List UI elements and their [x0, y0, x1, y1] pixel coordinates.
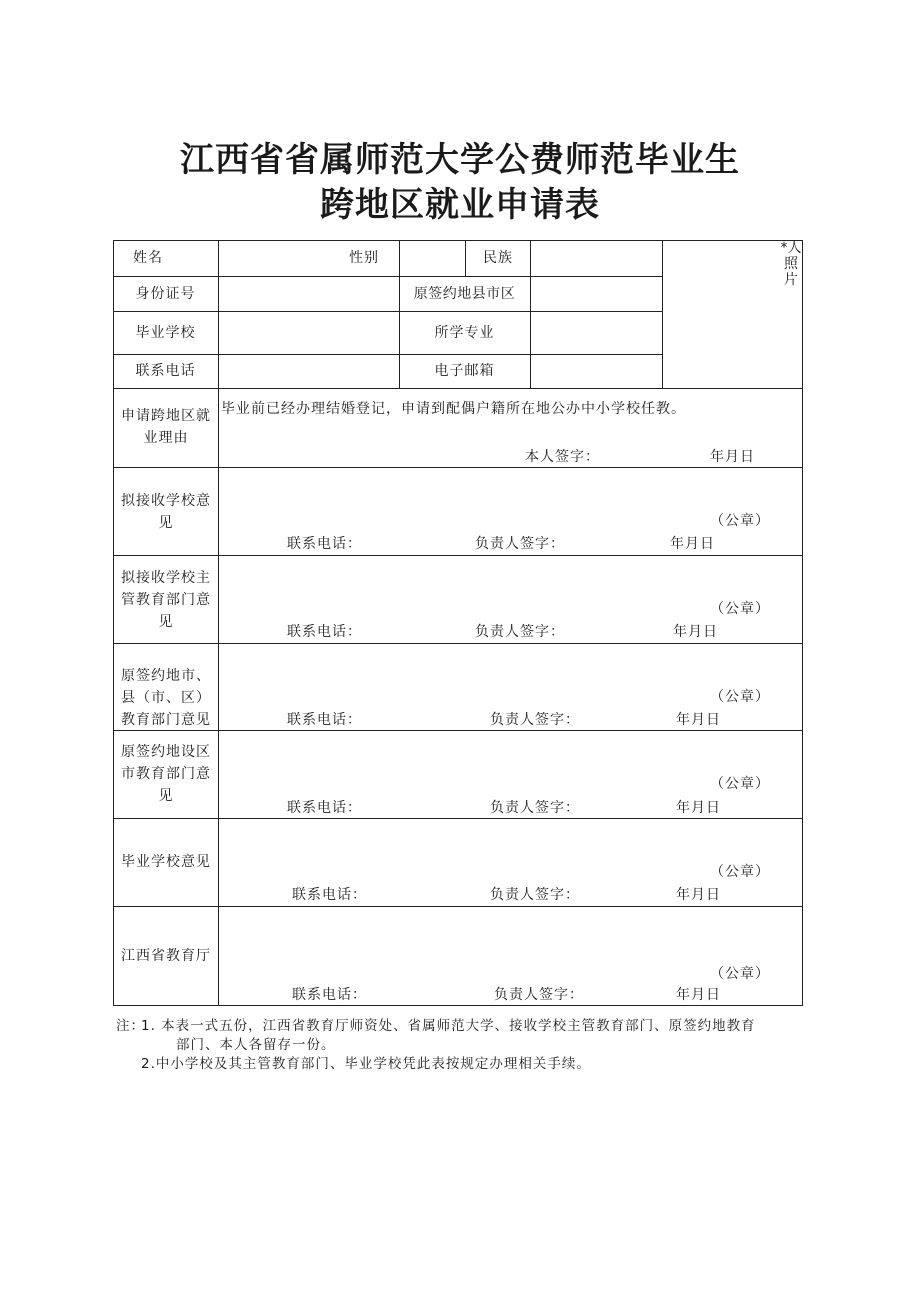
seal-receiving-school: （公章） — [710, 513, 770, 529]
date-provincial-department: 年月日 — [676, 987, 721, 1003]
signature-provincial-department: 负责人签字： — [494, 987, 584, 1003]
note-item-2: 2.中小学校及其主管教育部门、毕业学校凭此表按规定办理相关手续。 — [141, 1056, 591, 1072]
email-label: 电子邮箱 — [434, 363, 495, 379]
graduate-school-label: 毕业学校 — [135, 325, 196, 341]
seal-graduate-school: （公章） — [710, 864, 770, 880]
seal-origin-county: （公章） — [710, 689, 770, 705]
name-label: 姓名 — [133, 250, 163, 266]
reason-text[interactable]: 毕业前已经办理结婚登记，申请到配偶户籍所在地公办中小学校任教。 — [221, 401, 686, 417]
ethnicity-label: 民族 — [483, 250, 513, 266]
section-label-origin-city: 原签约地设区市教育部门意见 — [121, 744, 211, 804]
contact-phone-graduate-school: 联系电话： — [292, 887, 367, 903]
contact-phone-origin-city: 联系电话： — [287, 800, 362, 816]
contact-phone-origin-county: 联系电话： — [287, 712, 362, 728]
signature-origin-city: 负责人签字： — [490, 800, 580, 816]
seal-provincial-department: （公章） — [710, 966, 770, 982]
major-label: 所学专业 — [434, 325, 495, 341]
reason-label: 申请跨地区就业理由 — [121, 408, 211, 446]
date-origin-city: 年月日 — [676, 800, 721, 816]
signature-graduate-school: 负责人签字： — [490, 887, 580, 903]
form-title-line1: 江西省省属师范大学公费师范毕业生 — [180, 140, 740, 180]
section-label-provincial-department: 江西省教育厅 — [121, 948, 211, 964]
applicant-signature-label: 本人签字： — [525, 449, 600, 465]
photo-label: *人照片 — [780, 240, 802, 288]
contact-phone-provincial-department: 联系电话： — [292, 987, 367, 1003]
section-label-origin-county: 原签约地市、县（市、区）教育部门意见 — [121, 668, 211, 728]
id-number-label: 身份证号 — [135, 286, 196, 302]
origin-county-label: 原签约地县市区 — [413, 286, 516, 302]
contact-phone-receiving-school: 联系电话： — [287, 536, 362, 552]
form-title-line2: 跨地区就业申请表 — [320, 185, 600, 225]
section-label-receiving-school: 拟接收学校意见 — [121, 493, 211, 531]
section-label-receiving-authority: 拟接收学校主管教育部门意见 — [121, 570, 211, 630]
seal-origin-city: （公章） — [710, 776, 770, 792]
gender-label: 性别 — [349, 250, 379, 266]
contact-phone-receiving-authority: 联系电话： — [287, 624, 362, 640]
note-item-1: 1. 本表一式五份，江西省教育厅师资处、省属师范大学、接收学校主管教育部门、原签约地教育 — [141, 1018, 756, 1034]
date-origin-county: 年月日 — [676, 712, 721, 728]
signature-origin-county: 负责人签字： — [490, 712, 580, 728]
date-receiving-school: 年月日 — [670, 536, 715, 552]
reason-date: 年月日 — [710, 449, 755, 465]
note-item-1-continued: 部门、本人各留存一份。 — [176, 1037, 336, 1053]
signature-receiving-authority: 负责人签字： — [475, 624, 565, 640]
phone-label: 联系电话 — [135, 363, 196, 379]
photo-area[interactable] — [663, 241, 801, 387]
section-label-graduate-school: 毕业学校意见 — [121, 854, 211, 870]
notes-prefix: 注： — [116, 1018, 145, 1034]
seal-receiving-authority: （公章） — [710, 601, 770, 617]
date-receiving-authority: 年月日 — [673, 624, 718, 640]
signature-receiving-school: 负责人签字： — [475, 536, 565, 552]
date-graduate-school: 年月日 — [676, 887, 721, 903]
